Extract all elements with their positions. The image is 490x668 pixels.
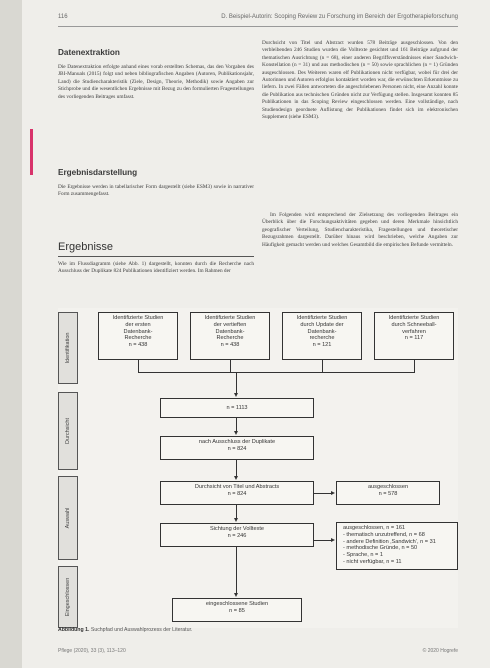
total-box: [160, 398, 314, 418]
box-count: n = 117: [404, 335, 424, 342]
heading-datenextraktion: Datenextraktion: [58, 48, 120, 57]
connector: [414, 360, 415, 372]
connector: [138, 372, 415, 373]
box-count: n = 578: [378, 490, 398, 497]
box-line: ausgeschlossen: [367, 484, 409, 490]
box-line: eingeschlossene Studien: [205, 601, 269, 607]
paragraph-ergebnisse: [58, 261, 254, 285]
paragraph-text: Im Folgenden wird entsprechend der Zielsetzung des vorliegenden Beitrages ein Überblick über die Forschungsaktivitäten gegeben und deren Merkmale hinsichtlich geografischer Verteilung, Studiencharakteristika, Fragestellungen und theoretischer Bezugsrahmen dargestellt. Darüber hinaus wird beschrieben, welche Angaben zur Häufigkeit gemacht werden und welches Gesamtbild die empirischen Befunde vermitteln.: [262, 212, 458, 248]
band-eingeschlossen: [58, 566, 78, 628]
page-number: 116: [58, 14, 68, 20]
connector: [236, 505, 237, 519]
arrow-down: [234, 393, 238, 397]
paragraph-text: Wie im Flussdiagramm (siehe Abb. 1) dargestellt, konnten durch die Recherche nach Ausschluss der Duplikate 824 Publikationen identifiziert werden. Im Rahmen der: [58, 261, 254, 275]
margin-marker: [30, 129, 33, 175]
connector: [314, 493, 332, 494]
paragraph-right-2: [262, 212, 458, 286]
connector: [314, 540, 332, 541]
paragraph-text: Die Datenextraktion erfolgte anhand eines vorab erstellten Schemas, das den Vorgaben des JBI-Manuals (2015) folgt und neben bibliografischen Angaben (Autoren, Publikationsjahr, Land) die Studiencharakteristik (Ziele, Design, Theorie, Methodik) sowie Angaben zur Stichprobe und die wesentlichen Ergebnisse mit Bezug zu den formulierten Fragestellungen des vorliegenden Beitrages umfasst.: [58, 64, 254, 100]
box-line: Datenbank-: [307, 328, 337, 335]
box-line: verfahren: [402, 328, 426, 335]
source-box-4: [374, 312, 454, 360]
arrow-down: [234, 593, 238, 597]
box-line: Datenbank-: [215, 328, 245, 335]
excluded-1-box: [336, 481, 440, 505]
paragraph-datenextraktion: [58, 64, 254, 160]
box-line: Recherche: [216, 335, 244, 342]
box-line: Sichtung der Volltexte: [209, 526, 265, 532]
arrow-right: [331, 491, 335, 495]
box-line: Identifizierte Studien: [296, 315, 348, 321]
box-line: Recherche: [124, 335, 152, 342]
arrow-down: [234, 518, 238, 522]
band-label: Auswahl: [65, 507, 71, 529]
heading-ergebnisdarstellung: Ergebnisdarstellung: [58, 168, 138, 177]
screening-box: [160, 481, 314, 505]
caption-label: Abbildung 1.: [58, 627, 90, 633]
box-count: n = 85: [229, 607, 245, 614]
after-duplicates-box: [160, 436, 314, 460]
box-line: recherche: [309, 335, 335, 342]
box-line: ausgeschlossen, n = 161: [343, 525, 406, 531]
arrow-down: [234, 431, 238, 435]
band-durchsicht: [58, 392, 78, 470]
box-line: - andere Definition ‚Sandwich‘, n = 31: [343, 538, 436, 545]
connector: [236, 547, 237, 593]
footer-citation: Pflege (2020), 33 (3), 113–120: [58, 648, 126, 654]
box-line: - methodische Gründe, n = 50: [343, 545, 418, 552]
connector: [236, 460, 237, 476]
header-rule: [58, 26, 458, 27]
arrow-right: [331, 538, 335, 542]
arrow-down: [234, 476, 238, 480]
connector: [236, 372, 237, 393]
box-count: n = 121: [312, 342, 332, 349]
band-label: Identifikation: [65, 332, 71, 364]
connector: [138, 360, 139, 372]
included-box: [172, 598, 302, 622]
connector: [230, 360, 231, 372]
box-line: Identifizierte Studien: [388, 315, 440, 321]
box-count: n = 824: [227, 490, 247, 497]
caption-text: Suchpfad und Auswahlprozess der Literatur.: [89, 627, 193, 633]
box-line: durch Update der: [300, 321, 344, 328]
box-line: - Sprache, n = 1: [343, 552, 383, 559]
source-box-2: [190, 312, 270, 360]
box-line: - nicht verfügbar, n = 11: [343, 558, 402, 565]
paragraph-ergebnisdarstellung: [58, 184, 254, 208]
box-line: Durchsicht von Titel und Abstracts: [194, 484, 280, 490]
band-auswahl: [58, 476, 78, 560]
band-identifikation: [58, 312, 78, 384]
source-box-1: [98, 312, 178, 360]
paragraph-right-1: [262, 40, 458, 210]
band-label: Eingeschlossen: [65, 577, 71, 617]
fulltext-box: [160, 523, 314, 547]
paragraph-text: Die Ergebnisse werden in tabellarischer Form dargestellt (siehe ESM3) sowie in narrativer Form zusammengefasst.: [58, 184, 254, 198]
box-count: n = 438: [220, 342, 240, 349]
connector: [236, 418, 237, 432]
page-footer: [58, 648, 458, 654]
footer-copyright: © 2020 Hogrefe: [422, 648, 458, 654]
box-line: der vertieften: [213, 321, 247, 328]
source-box-3: [282, 312, 362, 360]
box-line: Identifizierte Studien: [204, 315, 256, 321]
box-line: nach Ausschluss der Duplikate: [198, 439, 276, 445]
box-line: Datenbank-: [123, 328, 153, 335]
heading-rule: [58, 256, 254, 257]
box-count: n = 1113: [226, 405, 248, 411]
box-line: Identifizierte Studien: [112, 315, 164, 321]
heading-ergebnisse: Ergebnisse: [58, 241, 114, 253]
figure-caption: [58, 627, 192, 633]
paragraph-text: Durchsicht von Titel und Abstract wurden 578 Beiträge ausgeschlossen. Von den verbleibenden 246 Studien wurden die Volltexte gesichtet und 161 Beiträge aufgrund der thematischen Ausrichtung (n = 68), einer anderen Begriffsverständnisses einer Sandwich-Konstellation (n = 31) und aus methodischen (n = 50) sowie sprachlichen (n = 1) Gründen ausgeschlossen. Des Weiteren waren elf Publikationen nicht verfügbar, wobei für drei der Autorinnen und Autoren erfolglos kontaktiert worden war, die erwünschten Erkenntnisse zu liefern. In zwei Fällen antworteten die angeschriebenen Personen nicht, eine Anzahl konnte die Publikation aus technischen Gründen nicht zur Verfügung stellen. Insgesamt konnten 85 Publikationen in das Scoping Review eingeschlossen werden. Eine vollständige, nach Studiendesign geordnete Auflistung der Publikationen findet sich im elektronischen Supplement (siehe ESM3).: [262, 40, 458, 121]
running-header: [58, 14, 458, 26]
box-count: n = 824: [227, 445, 247, 452]
box-line: der ersten: [125, 321, 151, 328]
excluded-2-box: [336, 522, 458, 570]
running-title: D. Beispiel-Autorin: Scoping Review zu Forschung im Bereich der Ergotherapieforschung: [221, 14, 458, 20]
box-line: durch Schneeball-: [391, 321, 437, 328]
band-label: Durchsicht: [65, 418, 71, 444]
box-count: n = 438: [128, 342, 148, 349]
connector: [322, 360, 323, 372]
box-count: n = 246: [227, 532, 247, 539]
box-line: - thematisch unzutreffend, n = 68: [343, 531, 425, 538]
